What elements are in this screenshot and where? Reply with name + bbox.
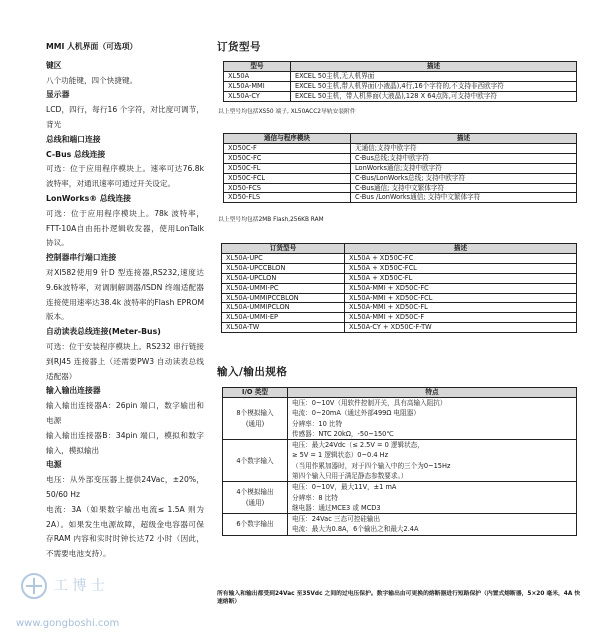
io-type-line: (通用) xyxy=(245,419,265,428)
spec-text: 可选：位于应用程序模块上。78k 波特率，FTT-10A自由拓扑逻辑收发器，使用LonTalk 协议。 xyxy=(46,208,204,248)
specs-column xyxy=(46,40,204,562)
model-cell: XL50A-UMMI-EP xyxy=(222,313,345,323)
spec-heading: 自动读表总线连接(Meter-Bus) xyxy=(46,327,161,337)
model-cell: XL50A-UPCCBLON xyxy=(222,263,345,273)
io-feature-line: 电压：24Vac 三态可控硅输出 xyxy=(292,515,381,524)
spec-heading: 电源 xyxy=(46,460,62,470)
model-note: 以上型号均包括XS50 端子, XL50ACC2导轨安装附件 xyxy=(218,109,356,115)
io-table xyxy=(222,387,577,536)
spec-text: 电压：从外部变压器上提供24Vac，±20%，50/60 Hz xyxy=(46,475,204,499)
table-row xyxy=(222,303,577,313)
io-feature-line: 电流：最大为0.8A，6个输出之和最大2.4A xyxy=(292,525,419,534)
io-type-cell xyxy=(223,397,288,439)
description-cell: XL50A-MMI + XD50C-FL xyxy=(345,303,577,313)
io-feature-line: 分辨率：10 比特 xyxy=(292,419,343,428)
io-feature-line: ≥ 5V = 1 逻辑状态）0~0.4 Hz xyxy=(292,451,389,460)
table-row xyxy=(222,273,577,283)
model-cell: XL50A-TW xyxy=(222,323,345,333)
model-cell: XD50-FCS xyxy=(224,183,351,193)
mmi-title: MMI 人机界面（可选项） xyxy=(46,42,138,51)
table-row xyxy=(222,313,577,323)
spec-sections xyxy=(46,59,204,562)
io-row xyxy=(223,514,577,536)
svg-text:工 博 士: 工 博 士 xyxy=(54,578,105,594)
io-features-cell xyxy=(288,514,577,536)
description-cell: LonWorks通信;支持中欧字符 xyxy=(351,163,577,173)
model-cell: XL50A-UMMIPCLON xyxy=(222,303,345,313)
io-row xyxy=(223,397,577,439)
table-row xyxy=(224,183,577,193)
description-cell: C-Bus总线;支持中欧字符 xyxy=(351,153,577,163)
order-title: 订货型号 xyxy=(217,41,261,53)
model-table xyxy=(223,61,577,102)
io-feature-line: 电压：最大24Vdc（≤ 2.5V = 0 逻辑状态， xyxy=(292,441,424,450)
model-cell: XL50A-CY xyxy=(224,91,291,101)
table-row xyxy=(222,293,577,303)
description-cell: C-Bus/LonWorks总线; 支持中欧字符 xyxy=(351,173,577,183)
model-cell: XD50C-FC xyxy=(224,153,351,163)
io-title: 输入/输出规格 xyxy=(217,366,288,378)
spec-text: 可选：位于安装程序模块上。RS232 串行链接到RJ45 连接器上（还需要PW3 自动读表总线适配器） xyxy=(46,341,204,381)
table-row xyxy=(224,153,577,163)
module-note: 以上型号均包括2MB Flash,256KB RAM xyxy=(218,217,324,223)
spec-text: 可选：位于应用程序模块上。速率可达76.8k 波特率，对通讯速率可通过开关设定。 xyxy=(46,164,204,189)
model-cell: XL50A-UPCLON xyxy=(222,273,345,283)
description-cell: C-Bus通信; 支持中文繁体字符 xyxy=(351,183,577,193)
svg-text:www.gongboshi.com: www.gongboshi.com xyxy=(16,618,120,629)
io-type-cell xyxy=(223,514,288,536)
io-features-cell xyxy=(288,440,577,482)
gongboshi-watermark-logo xyxy=(14,568,134,630)
io-type-cell xyxy=(223,440,288,482)
io-row xyxy=(223,482,577,514)
model-cell: XL50A-UPC xyxy=(222,253,345,263)
spec-heading: 输入输出连接器 xyxy=(46,386,101,396)
col-desc: 描述 xyxy=(345,244,577,254)
col-features: 特点 xyxy=(288,388,577,398)
spec-heading: 键区 xyxy=(46,60,62,70)
description-cell: EXCEL 50主机,带人机界面(小液晶),4行,16个字符的,不支持非西欧字符 xyxy=(291,81,577,91)
table-row xyxy=(222,323,577,333)
io-type-line: 8个模拟输入 xyxy=(236,409,274,418)
io-features-cell xyxy=(288,397,577,439)
model-cell: XL50A-UMMIPCCBLON xyxy=(222,293,345,303)
description-cell: 无通信;支持中欧字符 xyxy=(351,143,577,153)
table-row xyxy=(222,263,577,273)
description-cell: EXCEL 50主机，带人机界面(大液晶),128 X 64点阵,可支持中欧字符 xyxy=(291,91,577,101)
description-cell: XL50A + XD50C-FC xyxy=(345,253,577,263)
io-row xyxy=(223,440,577,482)
model-cell: XD50C-FL xyxy=(224,163,351,173)
spec-heading: 总线和端口连接 xyxy=(46,134,101,144)
col-io-type: I/O 类型 xyxy=(223,388,288,398)
model-cell: XD50-FLS xyxy=(224,193,351,203)
description-cell: XL50A-MMI + XD50C-F xyxy=(345,313,577,323)
spec-text: 八个功能键，四个快捷键。 xyxy=(46,75,138,85)
col-model: 型号 xyxy=(224,62,291,72)
description-cell: XL50A + XD50C-FCL xyxy=(345,263,577,273)
io-feature-line: 电压：0~10V（用软件控制开关，具有高输入阻抗） xyxy=(292,398,447,407)
table-row xyxy=(224,193,577,203)
io-feature-line: 电流：0~20mA（通过外部499Ω 电阻器） xyxy=(292,409,420,418)
spec-text: 对XI582使用9 针D 型连接器,RS232,速度达9.6k波特率，对调制解调器/ISDN 终端适配器连接使用速率达38.4k 波特率的Flash EPROM 版本。 xyxy=(46,267,204,322)
io-type-line: 6个数字输出 xyxy=(236,520,274,529)
spec-heading: LonWorks® 总线连接 xyxy=(46,193,131,203)
description-cell: XL50A + XD50C-FL xyxy=(345,273,577,283)
table-row xyxy=(222,283,577,293)
table-row xyxy=(222,253,577,263)
table-row xyxy=(224,71,577,81)
spec-heading: C-Bus 总线连接 xyxy=(46,149,106,159)
col-module: 通信与程序模块 xyxy=(224,134,351,144)
io-type-line: 4个模拟输出 xyxy=(236,488,274,497)
table-row xyxy=(224,143,577,153)
spec-heading: 控制器串行端口连接 xyxy=(46,253,117,263)
description-cell: EXCEL 50主机,无人机界面 xyxy=(291,71,577,81)
io-type-line: 4个数字输入 xyxy=(236,456,274,465)
io-feature-line: （当用作累加器时，对于四个输入中的三个为0~15Hz xyxy=(292,461,451,470)
model-cell: XD50C-F xyxy=(224,143,351,153)
col-desc: 描述 xyxy=(351,134,577,144)
io-type-cell xyxy=(223,482,288,514)
model-cell: XL50A xyxy=(224,71,291,81)
spec-heading: 显示器 xyxy=(46,90,70,100)
description-cell: XL50A-MMI + XD50C-FCL xyxy=(345,293,577,303)
description-cell: C-Bus /LonWorks通信; 支持中文繁体字符 xyxy=(351,193,577,203)
io-feature-line: 传感器：NTC 20kΩ，-50~150℃ xyxy=(292,429,394,438)
spec-text: 电流：3A（如果数字输出电流≤ 1.5A 则为2A）。如果发生电源故障，超级金电容器可保存RAM 内容和实时时钟长达72 小时（因此，不需要电池支持）。 xyxy=(46,504,204,559)
io-feature-line: 电压：0~10V，最大11V，±1 mA xyxy=(292,483,397,492)
model-cell: XD50C-FCL xyxy=(224,173,351,183)
io-type-line: (通用) xyxy=(245,498,265,507)
model-cell: XL50A-MMI xyxy=(224,81,291,91)
spec-text: LCD，四行，每行16 个字符，对比度可调节，背光 xyxy=(46,105,204,129)
io-feature-line: 分辨率：8 比特 xyxy=(292,493,338,502)
col-order-code: 订货型号 xyxy=(222,244,345,254)
io-feature-line: 第四个输入只用于满足静态参数要求。） xyxy=(292,471,408,480)
description-cell: XL50A-MMI + XD50C-FC xyxy=(345,283,577,293)
description-cell: XL50A-CY + XD50C-F-TW xyxy=(345,323,577,333)
spec-text: 输入输出连接器B：34pin 端口，模拟和数字输入，模拟输出 xyxy=(46,430,204,455)
table-row xyxy=(224,81,577,91)
io-features-cell xyxy=(288,482,577,514)
io-feature-line: 继电器：通过MCE3 或 MCD3 xyxy=(292,503,381,512)
io-note: 所有输入和输出都受到24Vac 至35Vdc 之间的过电压保护。数字输出由可更换的熔断器进行短路保护（内置式熔断器，5×20 毫米，4A 快速熔断） xyxy=(217,591,581,605)
spec-text: 输入输出连接器A：26pin 端口，数字输出和电源 xyxy=(46,401,204,425)
order-code-table xyxy=(221,243,577,333)
col-desc: 描述 xyxy=(291,62,577,72)
model-cell: XL50A-UMMI-PC xyxy=(222,283,345,293)
module-table xyxy=(223,133,577,203)
table-row xyxy=(224,173,577,183)
table-row xyxy=(224,163,577,173)
table-row xyxy=(224,91,577,101)
